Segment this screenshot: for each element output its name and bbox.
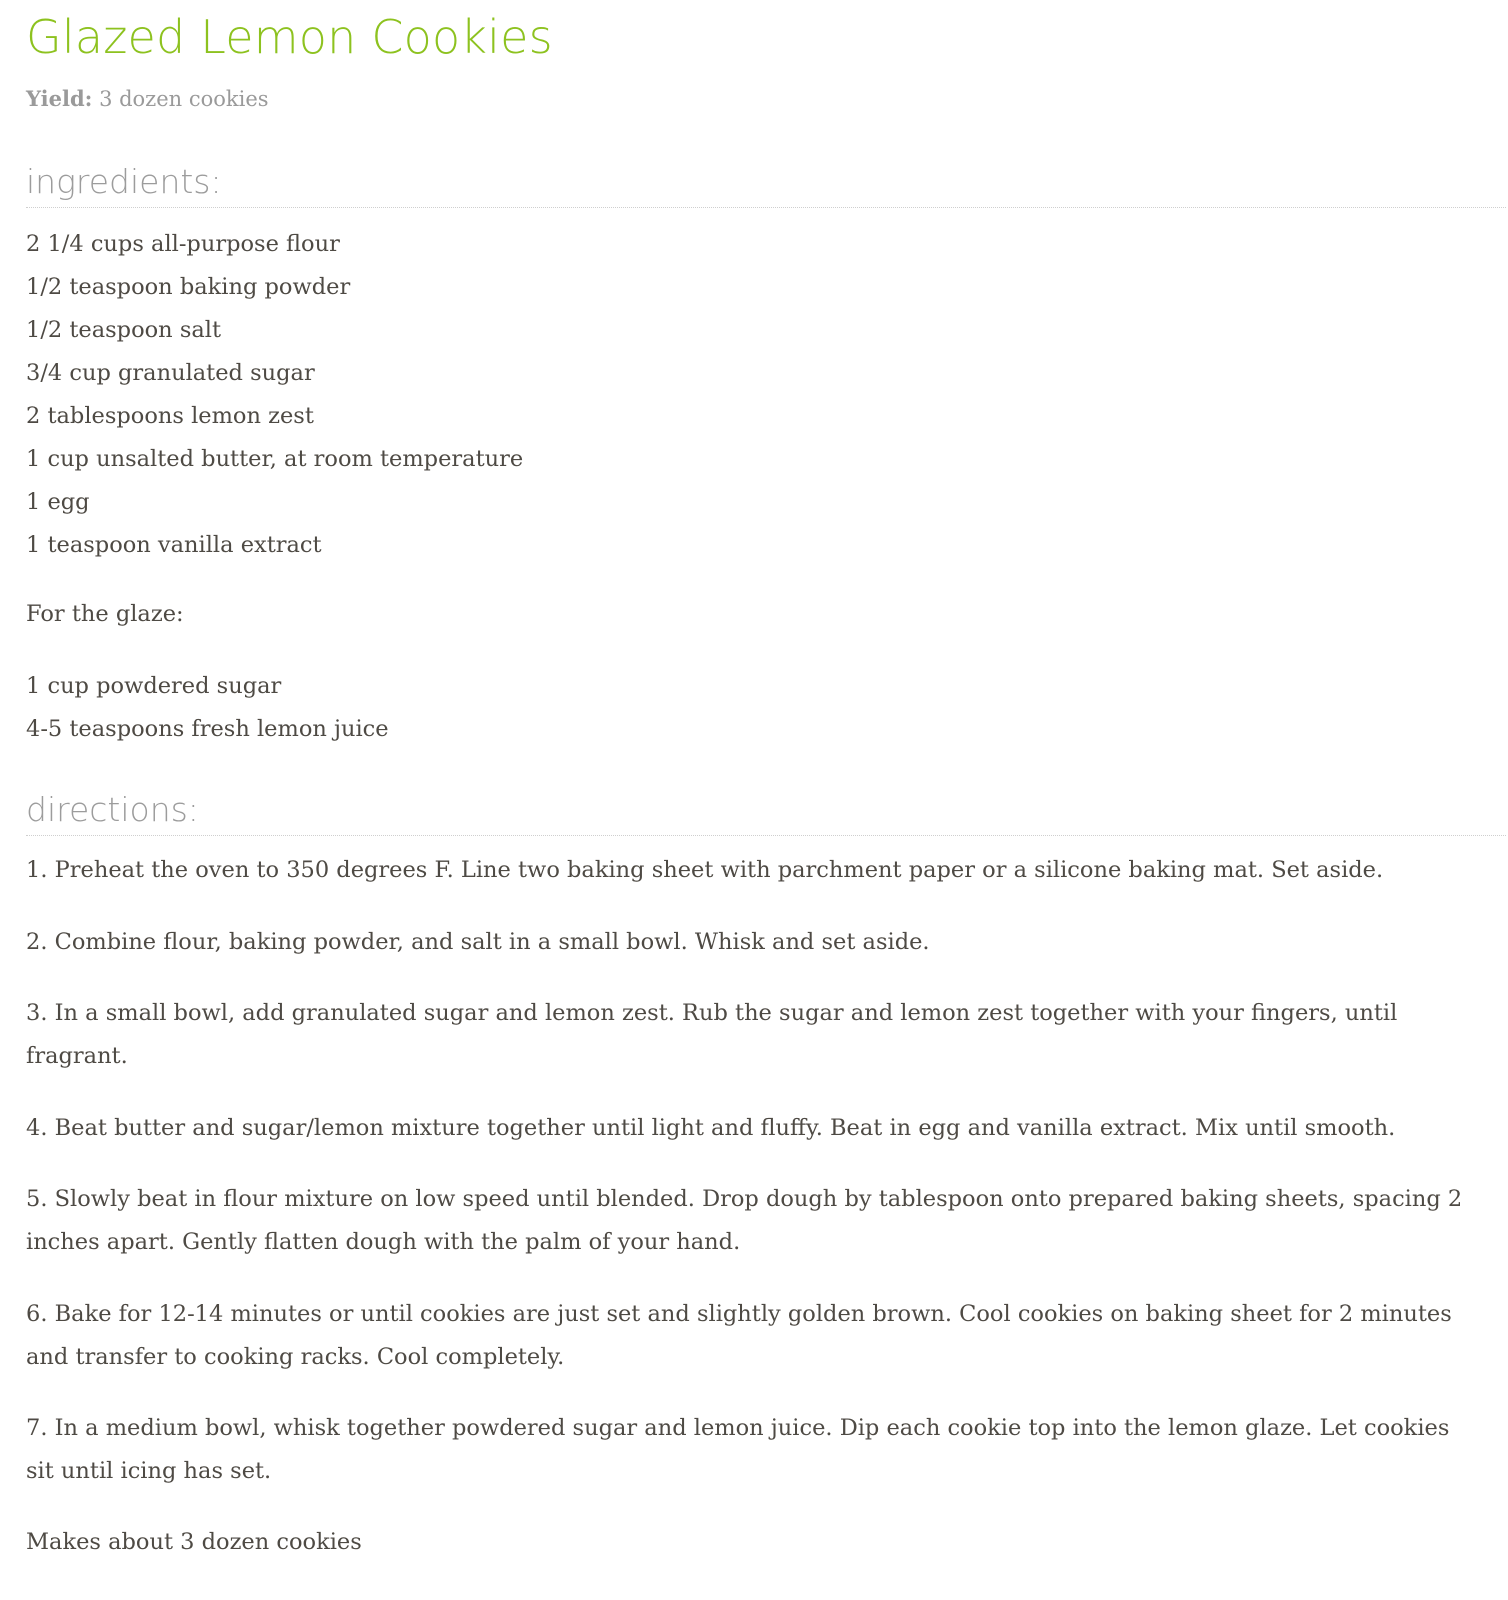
ingredient-item: 2 tablespoons lemon zest bbox=[26, 403, 314, 429]
ingredients-list bbox=[26, 223, 523, 567]
glaze-ingredients-list bbox=[26, 665, 389, 751]
yield-value: 3 dozen cookies bbox=[99, 87, 269, 111]
direction-step: 1. Preheat the oven to 350 degrees F. Line two baking sheet with parchment paper or a silicone baking mat. Set aside. bbox=[26, 857, 1384, 883]
glaze-ingredient-item: 1 cup powdered sugar bbox=[26, 673, 282, 699]
ingredient-item: 1 egg bbox=[26, 489, 90, 515]
ingredient-item: 1 cup unsalted butter, at room temperature bbox=[26, 446, 524, 472]
glaze-ingredient-item: 4-5 teaspoons fresh lemon juice bbox=[26, 716, 389, 742]
ingredient-item: 1/2 teaspoon baking powder bbox=[26, 274, 351, 300]
ingredient-item: 3/4 cup granulated sugar bbox=[26, 360, 315, 386]
ingredient-item: 2 1/4 cups all-purpose flour bbox=[26, 231, 340, 257]
direction-step: 6. Bake for 12-14 minutes or until cookies are just set and slightly golden brown. Cool cookies on baking sheet for 2 minutes and transfer to cooking racks. Cool completely. bbox=[26, 1301, 1452, 1370]
yield-label: Yield: bbox=[26, 86, 93, 111]
recipe-title: Glazed Lemon Cookies bbox=[26, 10, 553, 64]
ingredients-heading: ingredients: bbox=[26, 162, 1506, 208]
directions-heading: directions: bbox=[26, 790, 1506, 836]
direction-step: 5. Slowly beat in flour mixture on low speed until blended. Drop dough by tablespoon onto prepared baking sheets, spacing 2 inches apart. Gently flatten dough with the palm of your hand. bbox=[26, 1186, 1463, 1255]
direction-step: 3. In a small bowl, add granulated sugar and lemon zest. Rub the sugar and lemon zest together with your fingers, until fragrant. bbox=[26, 1000, 1398, 1069]
direction-step: 2. Combine flour, baking powder, and salt in a small bowl. Whisk and set aside. bbox=[26, 929, 930, 955]
ingredient-item: 1/2 teaspoon salt bbox=[26, 317, 222, 343]
glaze-label: For the glaze: bbox=[26, 601, 184, 627]
yield-note: Makes about 3 dozen cookies bbox=[26, 1529, 362, 1555]
direction-step: 4. Beat butter and sugar/lemon mixture together until light and fluffy. Beat in egg and vanilla extract. Mix until smooth. bbox=[26, 1115, 1396, 1141]
direction-step: 7. In a medium bowl, whisk together powdered sugar and lemon juice. Dip each cookie top into the lemon glaze. Let cookies sit until icing has set. bbox=[26, 1415, 1450, 1484]
recipe-yield bbox=[26, 86, 269, 111]
ingredient-item: 1 teaspoon vanilla extract bbox=[26, 532, 322, 558]
